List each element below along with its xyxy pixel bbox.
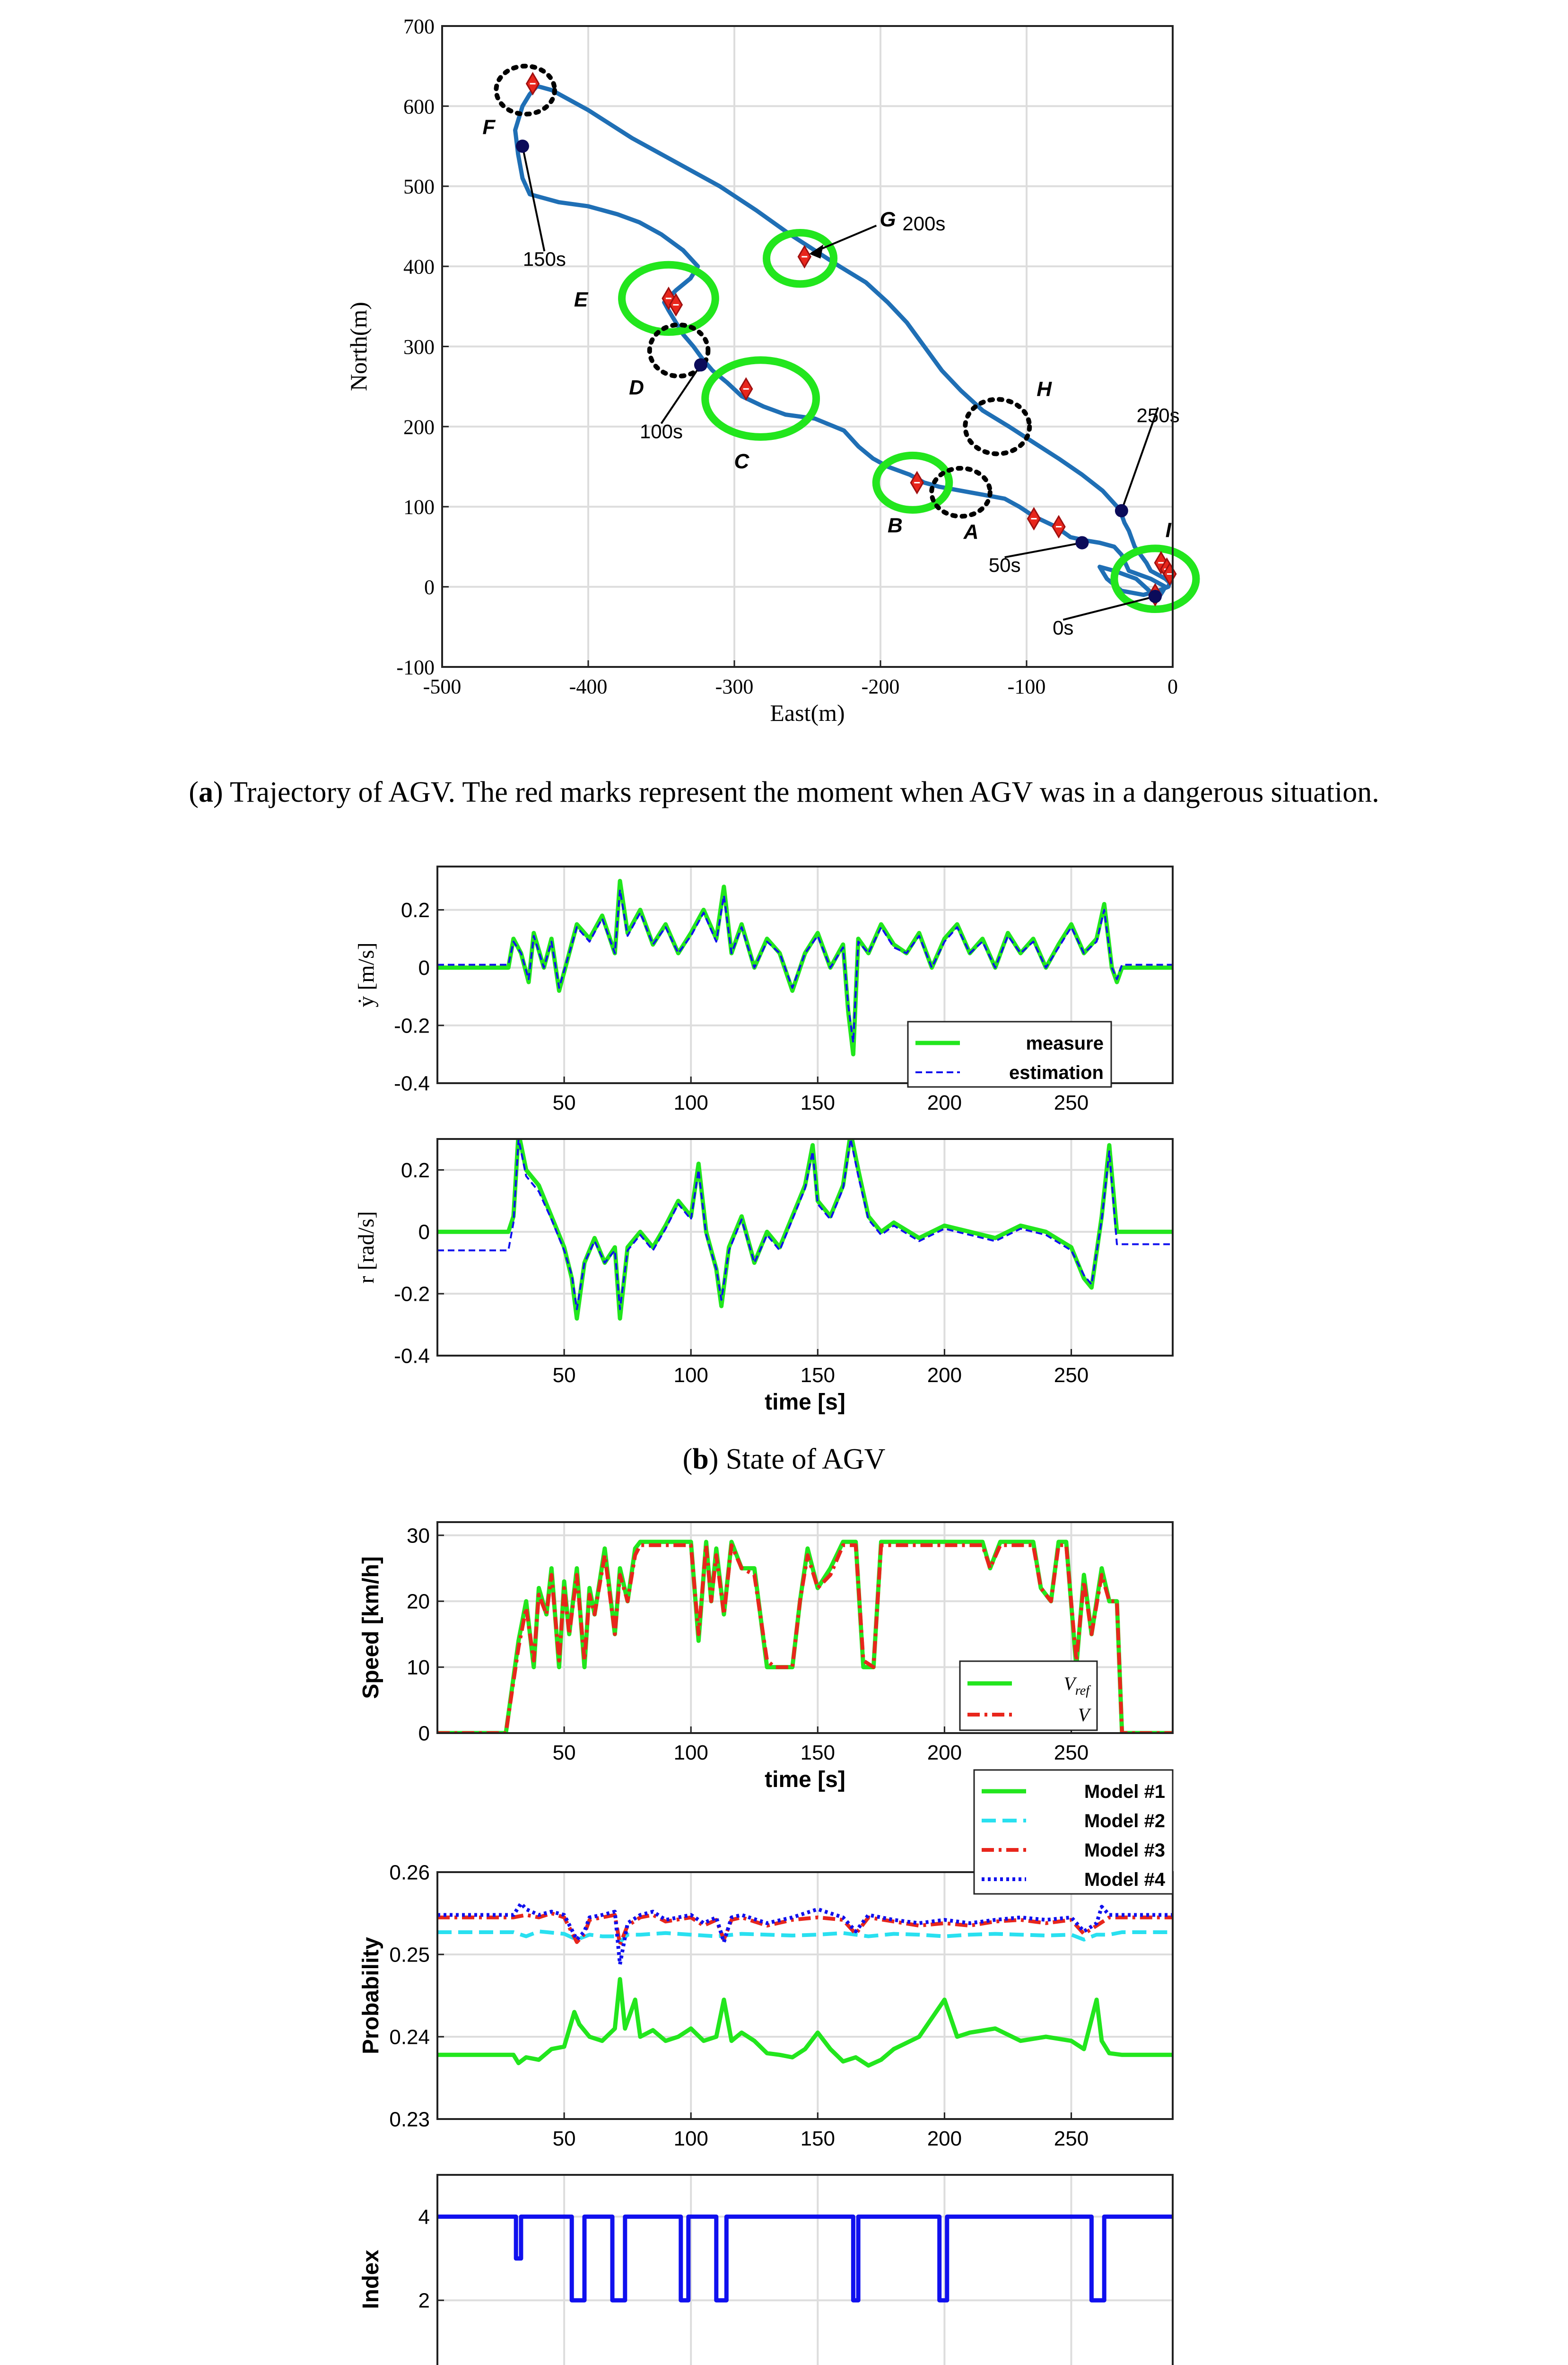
x-tick-label: 150 bbox=[800, 1741, 836, 1764]
x-tick-label: 250 bbox=[1054, 2127, 1089, 2150]
x-tick-label: 250 bbox=[1054, 1364, 1089, 1387]
x-tick-label: 200 bbox=[927, 2127, 962, 2150]
plot-background bbox=[437, 1872, 1173, 2119]
time-point bbox=[1149, 590, 1162, 603]
y-tick-label: -0.2 bbox=[394, 1014, 430, 1038]
model-probability-chart bbox=[358, 1770, 1173, 2150]
x-tick-label: 100 bbox=[673, 1741, 708, 1764]
legend-entry: Model #4 bbox=[1084, 1869, 1165, 1890]
x-tick-label: -300 bbox=[715, 675, 754, 698]
trajectory-chart bbox=[345, 15, 1196, 726]
x-tick-label: 100 bbox=[673, 1091, 708, 1114]
time-point bbox=[1115, 504, 1128, 517]
region-label-f: F bbox=[482, 115, 496, 139]
y-axis-label: ẏ [m/s] bbox=[354, 942, 379, 1007]
y-tick-label: 10 bbox=[407, 1656, 430, 1680]
x-tick-label: 200 bbox=[927, 1364, 962, 1387]
x-tick-label: 150 bbox=[800, 1364, 836, 1387]
x-axis-label: time [s] bbox=[765, 1767, 845, 1792]
region-label-h: H bbox=[1037, 377, 1052, 401]
lateral-velocity-chart bbox=[354, 867, 1173, 1114]
x-tick-label: -400 bbox=[569, 675, 608, 698]
y-tick-label: -100 bbox=[396, 656, 435, 679]
y-tick-label: 200 bbox=[403, 415, 435, 439]
time-label: 50s bbox=[988, 554, 1021, 577]
y-tick-label: 0 bbox=[418, 956, 430, 980]
y-axis-label: Probability bbox=[358, 1936, 383, 2055]
y-tick-label: 4 bbox=[418, 2205, 430, 2229]
region-label-a: A bbox=[963, 520, 979, 543]
x-tick-label: -200 bbox=[861, 675, 900, 698]
y-tick-label: -0.4 bbox=[394, 1344, 430, 1368]
region-label-g: G bbox=[880, 208, 896, 231]
x-tick-label: 100 bbox=[673, 1364, 708, 1387]
y-tick-label: 2 bbox=[418, 2289, 430, 2312]
x-tick-label: 50 bbox=[552, 1741, 576, 1764]
plot-background bbox=[437, 2175, 1173, 2365]
y-tick-label: 0.24 bbox=[389, 2025, 430, 2049]
x-tick-label: 150 bbox=[800, 2127, 836, 2150]
time-label-200: 200s bbox=[902, 212, 946, 235]
y-tick-label: 30 bbox=[407, 1524, 430, 1548]
legend-entry: $V_{ref}$ bbox=[1063, 1673, 1089, 1698]
y-tick-label: 0.2 bbox=[401, 899, 430, 922]
y-tick-label: 700 bbox=[403, 15, 435, 38]
plot-background bbox=[437, 1139, 1173, 1356]
caption-a: (a) Trajectory of AGV. The red marks represent the moment when AGV was in a dangerous situation. bbox=[189, 776, 1379, 808]
x-tick-label: -500 bbox=[423, 675, 462, 698]
y-tick-label: -0.2 bbox=[394, 1282, 430, 1306]
y-tick-label: -0.4 bbox=[394, 1072, 430, 1095]
y-axis-label: Index bbox=[358, 2250, 383, 2309]
y-tick-label: 0.23 bbox=[389, 2108, 430, 2131]
region-label-b: B bbox=[888, 514, 903, 537]
y-axis-label: Speed [km/h] bbox=[358, 1556, 383, 1699]
legend-entry: Model #3 bbox=[1084, 1840, 1165, 1861]
x-tick-label: 200 bbox=[927, 1091, 962, 1114]
time-point bbox=[516, 140, 529, 153]
caption-b-label: b bbox=[692, 1443, 709, 1475]
speed-chart bbox=[358, 1522, 1173, 1792]
y-axis-label: North(m) bbox=[345, 302, 372, 391]
region-label-c: C bbox=[734, 449, 749, 473]
x-tick-label: 50 bbox=[552, 2127, 576, 2150]
x-tick-label: 50 bbox=[552, 1091, 576, 1114]
x-tick-label: 250 bbox=[1054, 1091, 1089, 1114]
region-label-e: E bbox=[574, 288, 588, 311]
x-axis-label: time [s] bbox=[765, 1390, 845, 1415]
x-tick-label: 150 bbox=[800, 1091, 836, 1114]
y-tick-label: 0.2 bbox=[401, 1158, 430, 1182]
legend-entry: estimation bbox=[1009, 1062, 1104, 1083]
caption-b-text: State of AGV bbox=[718, 1443, 886, 1475]
y-tick-label: 0 bbox=[424, 576, 435, 599]
y-tick-label: 0 bbox=[418, 1722, 430, 1745]
y-tick-label: 300 bbox=[403, 335, 435, 359]
caption-b: (b) State of AGV bbox=[682, 1443, 886, 1475]
time-label: 0s bbox=[1053, 616, 1074, 639]
y-axis-label: r [rad/s] bbox=[354, 1211, 379, 1284]
time-point bbox=[1075, 536, 1089, 549]
x-tick-label: -100 bbox=[1007, 675, 1046, 698]
yaw-rate-chart bbox=[354, 1133, 1173, 1415]
y-tick-label: 0.25 bbox=[389, 1943, 430, 1967]
y-tick-label: 100 bbox=[403, 495, 435, 519]
caption-a-text: Trajectory of AGV. The red marks represent the moment when AGV was in a dangerous situation. bbox=[223, 776, 1379, 808]
y-tick-label: 20 bbox=[407, 1590, 430, 1613]
x-axis-label: East(m) bbox=[770, 700, 845, 726]
x-tick-label: 0 bbox=[1167, 675, 1178, 698]
x-tick-label: 250 bbox=[1054, 1741, 1089, 1764]
y-tick-label: 600 bbox=[403, 95, 435, 118]
legend-entry: measure bbox=[1026, 1033, 1104, 1054]
time-point bbox=[694, 358, 707, 371]
time-label: 100s bbox=[639, 420, 683, 443]
legend-entry: V bbox=[1078, 1704, 1089, 1726]
y-tick-label: 400 bbox=[403, 255, 435, 279]
region-label-d: D bbox=[629, 376, 644, 400]
time-label: 150s bbox=[523, 248, 566, 271]
x-tick-label: 100 bbox=[673, 2127, 708, 2150]
x-tick-label: 200 bbox=[927, 1741, 962, 1764]
y-tick-label: 0.26 bbox=[389, 1861, 430, 1884]
region-label-i: I bbox=[1165, 518, 1171, 542]
legend-entry: Model #2 bbox=[1084, 1811, 1165, 1831]
caption-a-label: a bbox=[198, 776, 213, 808]
legend-entry: Model #1 bbox=[1084, 1781, 1165, 1802]
y-tick-label: 0 bbox=[418, 1220, 430, 1244]
y-tick-label: 500 bbox=[403, 175, 435, 199]
x-tick-label: 50 bbox=[552, 1364, 576, 1387]
time-label: 250s bbox=[1136, 404, 1180, 427]
status-index-chart bbox=[358, 2175, 1173, 2365]
